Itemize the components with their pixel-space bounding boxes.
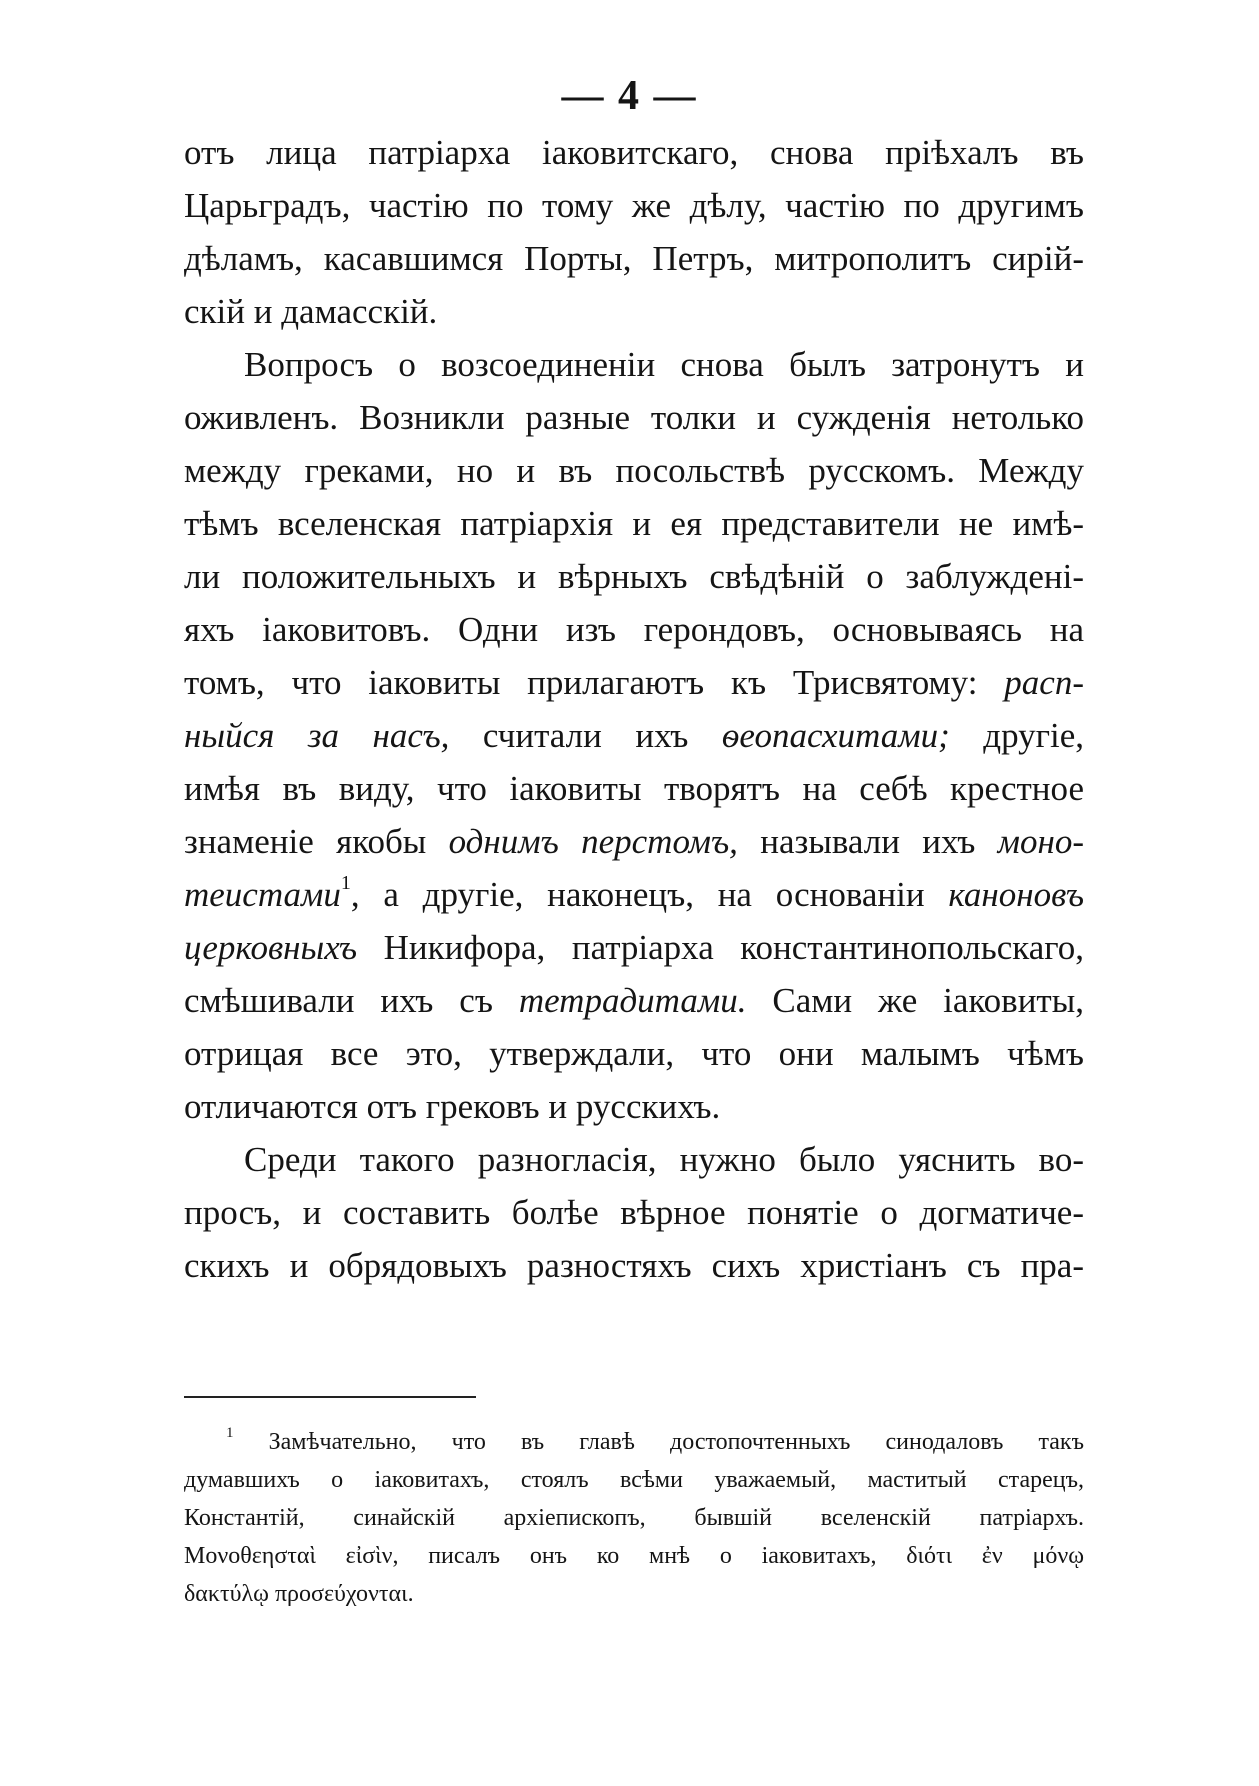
italic-term: ѳеопасхитами; [721,716,950,755]
text-run: другіе, [983,716,1084,755]
text-line: ли положительныхъ и вѣрныхъ свѣдѣній о заблужденi- [184,557,1084,596]
text-line: скій и дамасскій. [184,292,438,331]
text-run: считали ихъ [482,716,689,755]
text-line: Среди такого разногласія, нужно было уяснить во- [244,1140,1084,1179]
italic-term: однимъ перстомъ, [448,822,738,861]
text-line: отличаются отъ грековъ и русскихъ. [184,1087,721,1126]
text-line [184,868,1084,922]
text-line: дѣламъ, касавшимся Порты, Петръ, митрополитъ сирій- [184,239,1084,278]
footnote-separator [184,1396,476,1398]
italic-term: каноновъ [948,875,1084,914]
italic-term: моно- [997,822,1085,861]
text-run: знаменіе якобы [184,822,427,861]
footnote-line: δακτύλῳ προσεύχονται. [184,1581,414,1607]
text-line: тѣмъ вселенская патріархія и ея представители не имѣ- [184,504,1084,543]
text-run: Никифора, патріарха константинопольскаго, [383,928,1084,967]
italic-term: ныйся за насъ, [184,716,450,755]
text-line [184,974,1084,1028]
footnote-line: думавшихъ о іаковитахъ, стоялъ всѣми уважаемый, маститый старецъ, [184,1467,1084,1493]
italic-term: расп- [1004,663,1084,702]
text-line: просъ, и составить болѣе вѣрное понятіе о догматиче- [184,1193,1084,1232]
footnote-reference: 1 [340,872,351,894]
text-line [184,709,1084,763]
text-line: скихъ и обрядовыхъ разностяхъ сихъ христіанъ съ пра- [184,1246,1084,1285]
text-run: смѣшивали ихъ съ [184,981,493,1020]
text-line [184,656,1084,710]
page-number: — 4 — [561,73,698,119]
text-run: называли ихъ [760,822,976,861]
text-line: отъ лица патріарха іаковитскаго, снова пріѣхалъ въ [184,133,1084,172]
text-run: Сами же іаковиты, [772,981,1084,1020]
italic-term: теистами [184,875,341,914]
footnote-line: Константій, синайскій архіепископъ, бывшій вселенскій патріархъ. [184,1505,1084,1531]
text-run: томъ, что іаковиты прилагаютъ къ Трисвятому: [184,663,978,702]
text-run: Замѣчательно, что въ главѣ достопочтенныхъ синодаловъ такъ [268,1429,1084,1455]
footnote-marker: 1 [226,1425,234,1441]
text-line: Царьградъ, частію по тому же дѣлу, частію по другимъ [184,186,1084,225]
footnote-line: Μονοθεησταὶ εἰσὶν, писалъ онъ ко мнѣ о іаковитахъ, διότι ἐν μόνῳ [184,1543,1084,1569]
text-line: Вопросъ о возсоединеніи снова былъ затронутъ и [244,345,1084,384]
text-line: имѣя въ виду, что іаковиты творятъ на себѣ крестное [184,769,1084,808]
text-line [184,815,1084,869]
italic-term: тетрадитами. [518,981,747,1020]
text-line: яхъ іаковитовъ. Одни изъ герондовъ, основываясь на [184,610,1084,649]
text-line: отрицая все это, утверждали, что они малымъ чѣмъ [184,1034,1084,1073]
text-line: оживленъ. Возникли разные толки и сужденія нетолько [184,398,1084,437]
text-line: между греками, но и въ посольствѣ русскомъ. Между [184,451,1084,490]
text-run: , а другіе, наконецъ, на основаніи [350,875,925,914]
italic-term: церковныхъ [184,928,358,967]
text-line [184,921,1084,975]
footnote-line [226,1422,1084,1462]
